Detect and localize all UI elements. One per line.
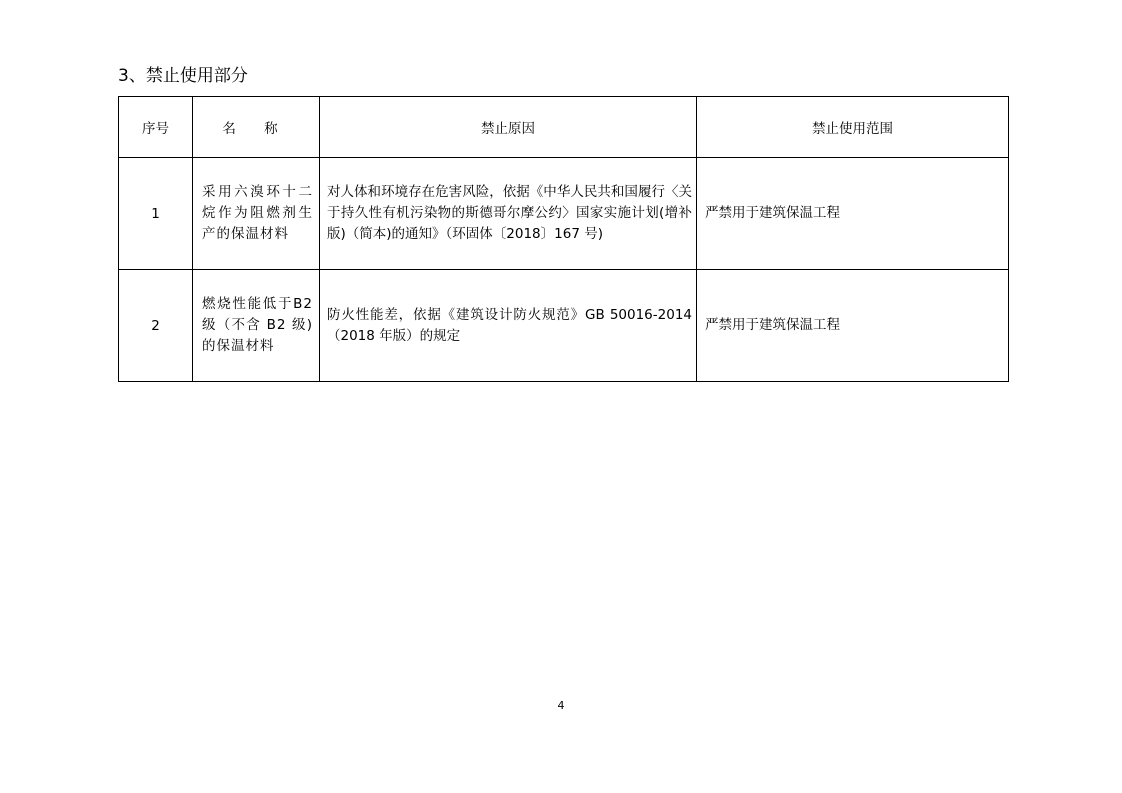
table-row	[119, 270, 1009, 382]
row-reason-cell	[320, 270, 697, 382]
row-reason: 对人体和环境存在危害风险，依据《中华人民共和国履行〈关于持久性有机污染物的斯德哥尔摩公约〉国家实施计划(增补版)（简本)的通知》（环固体〔2018〕167 号)	[327, 184, 692, 242]
header-reason	[320, 97, 697, 158]
header-name-label: 名 称	[222, 121, 290, 137]
header-scope-label: 禁止使用范围	[812, 121, 893, 137]
page-number: 4	[557, 699, 565, 712]
row-name: 燃烧性能低于B2 级（不含 B2 级)的保温材料	[202, 296, 313, 354]
header-name	[193, 97, 320, 158]
row-scope-cell	[697, 158, 1009, 270]
row-reason: 防火性能差，依据《建筑设计防火规范》GB 50016-2014（2018 年版）的规定	[327, 306, 692, 344]
table-row	[119, 158, 1009, 270]
row-reason-cell	[320, 158, 697, 270]
row-seq-cell	[119, 158, 193, 270]
row-scope: 严禁用于建筑保温工程	[705, 317, 840, 333]
row-scope: 严禁用于建筑保温工程	[705, 205, 840, 221]
prohibited-materials-table	[118, 96, 1009, 382]
table-header-row	[119, 97, 1009, 158]
row-seq: 2	[151, 317, 160, 334]
section-heading: 3、禁止使用部分	[118, 66, 248, 86]
header-reason-label: 禁止原因	[481, 121, 535, 137]
row-name-cell	[193, 270, 320, 382]
row-scope-cell	[697, 270, 1009, 382]
row-name: 采用六溴环十二烷作为阻燃剂生产的保温材料	[202, 184, 313, 242]
header-scope	[697, 97, 1009, 158]
row-seq: 1	[151, 205, 160, 222]
row-seq-cell	[119, 270, 193, 382]
header-seq	[119, 97, 193, 158]
row-name-cell	[193, 158, 320, 270]
header-seq-label: 序号	[142, 121, 169, 137]
